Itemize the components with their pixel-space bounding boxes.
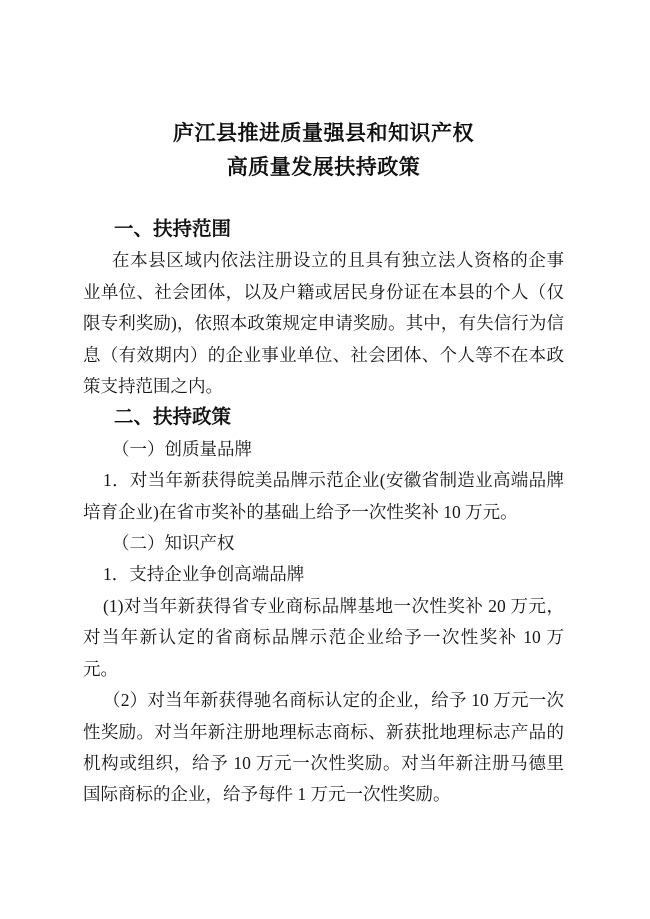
section-heading-support-scope: 一、扶持范围 bbox=[114, 218, 232, 240]
document-title-line-1: 庐江县推进质量强县和知识产权 bbox=[173, 122, 474, 145]
quality-brand-item-1: 1．对当年新获得皖美品牌示范企业(安徽省制造业高端品牌培育企业)在省市奖补的基础上给予一次性奖补 10 万元。 bbox=[83, 470, 564, 522]
support-scope-paragraph: 在本县区域内依法注册设立的且具有独立法人资格的企事业单位、社会团体，以及户籍或居民身份证在本县的个人（仅限专利奖励)，依照本政策规定申请奖励。其中，有失信行为信息（有效期内）的企业事业单位、社会团体、个人等不在本政策支持范围之内。 bbox=[83, 250, 564, 397]
ip-item-1: 1．支持企业争创高端品牌 bbox=[103, 564, 305, 585]
ip-item-1-clause-2: （2）对当年新获得驰名商标认定的企业，给予 10 万元一次性奖励。对当年新注册地理标志商标、新获批地理标志产品的机构或组织，给予 10 万元一次性奖励。对当年新注册马德里国际商标的企业，给予每件 1 万元一次性奖励。 bbox=[83, 690, 564, 805]
document-body bbox=[83, 214, 564, 811]
section-heading-support-policies: 二、扶持政策 bbox=[114, 406, 232, 429]
ip-item-1-clause-1: (1)对当年新获得省专业商标品牌基地一次性奖补 20 万元，对当年新认定的省商标品牌示范企业给予一次性奖补 10 万元。 bbox=[83, 595, 564, 679]
subsection-intellectual-property: （二）知识产权 bbox=[112, 533, 235, 554]
document-title-line-2: 高质量发展扶持政策 bbox=[226, 155, 421, 179]
document-title bbox=[83, 117, 564, 184]
subsection-quality-brand: （一）创质量品牌 bbox=[112, 438, 252, 459]
